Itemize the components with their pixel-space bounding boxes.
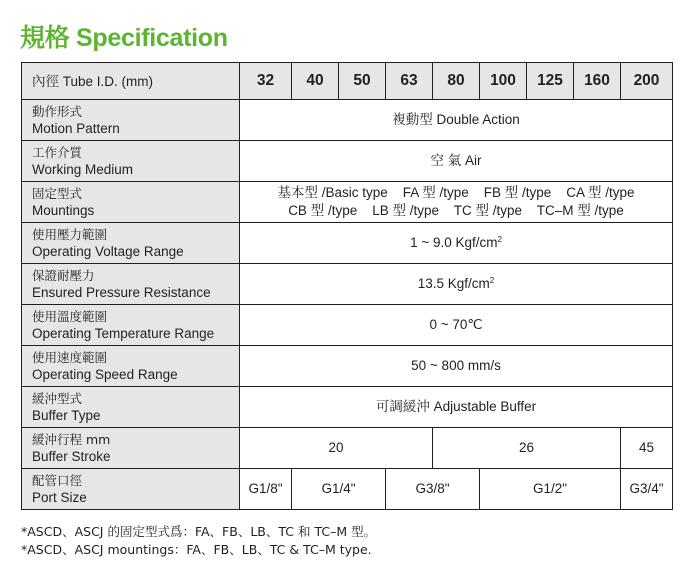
bore-80: 80 xyxy=(433,63,480,100)
bore-100: 100 xyxy=(480,63,527,100)
bore-40: 40 xyxy=(292,63,339,100)
footnotes xyxy=(21,523,376,559)
buffer-type-label xyxy=(22,387,240,428)
buffer-type-value: 可調緩沖 Adjustable Buffer xyxy=(240,387,673,428)
temperature-value: 0 ~ 70℃ xyxy=(240,305,673,346)
buffer-stroke-row xyxy=(22,428,673,469)
working-medium-label xyxy=(22,141,240,182)
mountings-value xyxy=(240,182,673,223)
footnote-en: *ASCD、ASCJ mountings：FA、FB、LB、TC & TC–M type. xyxy=(21,542,372,557)
bore-50: 50 xyxy=(339,63,386,100)
header-row xyxy=(22,63,673,100)
bore-125: 125 xyxy=(527,63,574,100)
label-zh: 使用溫度範圍 xyxy=(32,309,108,324)
pressure-exponent: 2 xyxy=(497,235,502,244)
label-en: Operating Temperature Range xyxy=(32,326,215,341)
label-en: Port Size xyxy=(32,490,87,505)
port-size-value: G3/4" xyxy=(621,469,673,510)
bore-160: 160 xyxy=(574,63,621,100)
label-en: Operating Speed Range xyxy=(32,367,178,382)
buffer-stroke-value: 20 xyxy=(240,428,433,469)
speed-value: 50 ~ 800 mm/s xyxy=(240,346,673,387)
specification-table xyxy=(21,62,673,510)
label-en: Motion Pattern xyxy=(32,121,120,136)
port-size-value: G3/8" xyxy=(386,469,480,510)
label-en: Buffer Type xyxy=(32,408,101,423)
label-zh: 緩沖型式 xyxy=(32,391,83,406)
buffer-type-row xyxy=(22,387,673,428)
working-medium-row xyxy=(22,141,673,182)
ensured-pressure-value xyxy=(240,264,673,305)
mountings-label xyxy=(22,182,240,223)
footnote-zh: *ASCD、ASCJ 的固定型式爲：FA、FB、LB、TC 和 TC–M 型。 xyxy=(21,524,377,539)
port-size-value: G1/4" xyxy=(292,469,386,510)
label-en: Operating Voltage Range xyxy=(32,244,184,259)
operating-pressure-value xyxy=(240,223,673,264)
label-zh: 使用壓力範圍 xyxy=(32,227,108,242)
mountings-line-1: 基本型 /Basic type FA 型 /type FB 型 /type CA 型 /type xyxy=(277,185,635,200)
pressure-text: 1 ~ 9.0 Kgf/cm xyxy=(410,235,498,250)
label-en: Mountings xyxy=(32,203,95,218)
bore-32: 32 xyxy=(240,63,292,100)
label-en: Working Medium xyxy=(32,162,134,177)
bore-63: 63 xyxy=(386,63,433,100)
mountings-row xyxy=(22,182,673,223)
port-size-row xyxy=(22,469,673,510)
buffer-stroke-value: 26 xyxy=(433,428,621,469)
label-zh: 保證耐壓力 xyxy=(32,268,95,283)
mountings-line-2: CB 型 /type LB 型 /type TC 型 /type TC–M 型 /type xyxy=(288,203,624,218)
label-zh: 工作介質 xyxy=(32,145,83,160)
label-en: Buffer Stroke xyxy=(32,449,111,464)
bore-200: 200 xyxy=(621,63,673,100)
label-zh: 配管口徑 xyxy=(32,473,83,488)
ensured-pressure-row xyxy=(22,264,673,305)
operating-pressure-row xyxy=(22,223,673,264)
page-title: 規格 Specification xyxy=(20,24,228,52)
port-size-label xyxy=(22,469,240,510)
speed-label xyxy=(22,346,240,387)
port-size-value: G1/2" xyxy=(480,469,621,510)
temperature-row xyxy=(22,305,673,346)
port-size-value: G1/8" xyxy=(240,469,292,510)
label-en: Ensured Pressure Resistance xyxy=(32,285,211,300)
temperature-label xyxy=(22,305,240,346)
ensured-text: 13.5 Kgf/cm xyxy=(417,276,490,291)
buffer-stroke-label xyxy=(22,428,240,469)
label-zh: 緩沖行程 mm xyxy=(32,432,111,447)
motion-pattern-row xyxy=(22,100,673,141)
label-zh: 使用速度範圍 xyxy=(32,350,108,365)
working-medium-value: 空 氣 Air xyxy=(240,141,673,182)
label-zh: 固定型式 xyxy=(32,186,83,201)
speed-row xyxy=(22,346,673,387)
tube-id-label: 內徑 Tube I.D. (mm) xyxy=(22,63,240,100)
ensured-exponent: 2 xyxy=(489,276,495,285)
motion-pattern-label xyxy=(22,100,240,141)
operating-pressure-label xyxy=(22,223,240,264)
label-zh: 動作形式 xyxy=(32,104,83,119)
buffer-stroke-value: 45 xyxy=(621,428,673,469)
motion-pattern-value: 複動型 Double Action xyxy=(240,100,673,141)
ensured-pressure-label xyxy=(22,264,240,305)
